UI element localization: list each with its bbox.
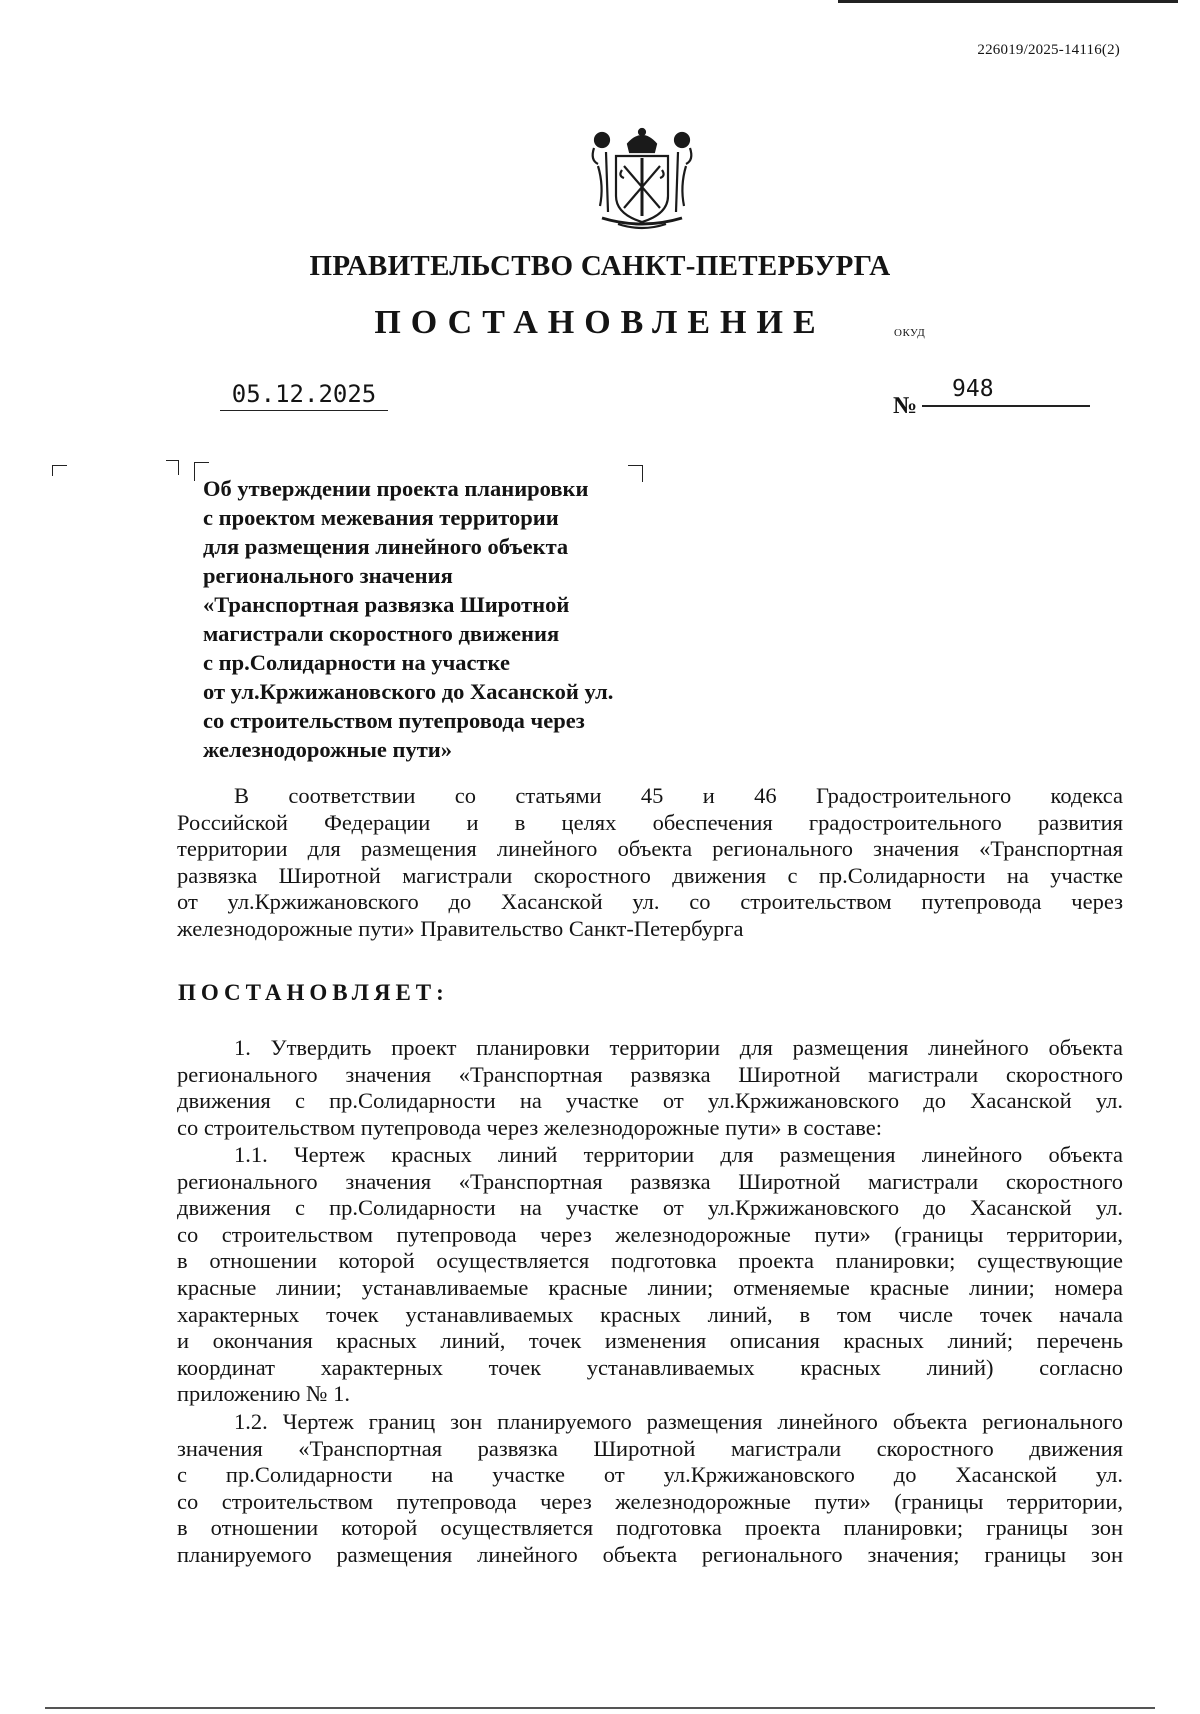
corner-mark xyxy=(52,465,67,476)
okud-label: ОКУД xyxy=(894,327,926,339)
subject-line: «Транспортная развязка Широтной xyxy=(203,592,570,617)
subject-line: со строительством путепровода через xyxy=(203,708,585,733)
registration-number: 226019/2025-14116(2) xyxy=(977,42,1120,58)
document-type: ПОСТАНОВЛЕНИЕ xyxy=(374,304,826,341)
item-1-2-paragraph xyxy=(177,1409,1123,1569)
text-line: развязка Широтной магистрали скоростного движения с пр.Солидарности на участке xyxy=(177,862,1123,888)
corner-mark xyxy=(166,460,179,475)
text-line: приложению № 1. xyxy=(177,1381,350,1407)
text-line: со строительством путепровода через железнодорожные пути» (границы территории, xyxy=(177,1488,1123,1514)
scan-edge-bottom xyxy=(45,1707,1155,1709)
text-line: значения «Транспортная развязка Широтной магистрали скоростного движения xyxy=(177,1435,1123,1461)
text-line: и окончания красных линий, точек изменения описания красных линий; перечень xyxy=(177,1328,1123,1354)
subject-line: для размещения линейного объекта xyxy=(203,534,569,559)
text-line: 1. Утвердить проект планировки территории для размещения линейного объекта xyxy=(234,1035,1123,1060)
text-line: со строительством путепровода через железнодорожные пути» (границы территории, xyxy=(177,1221,1123,1247)
document-number: 948 xyxy=(922,376,1090,407)
number-label: № xyxy=(893,393,918,419)
subject-line: железнодорожные пути» xyxy=(203,737,452,762)
text-line: 1.1. Чертеж красных линий территории для размещения линейного объекта xyxy=(234,1142,1123,1167)
text-line: регионального значения «Транспортная развязка Широтной магистрали скоростного xyxy=(177,1061,1123,1087)
text-line: территории для размещения линейного объекта регионального значения «Транспортная xyxy=(177,836,1123,862)
text-line: со строительством путепровода через железнодорожные пути» в составе: xyxy=(177,1114,882,1140)
subject-line: магистрали скоростного движения xyxy=(203,621,560,646)
preamble-paragraph xyxy=(177,783,1123,943)
coat-of-arms-icon xyxy=(588,126,696,232)
text-line: движения с пр.Солидарности на участке от ул.Кржижановского до Хасанской ул. xyxy=(177,1195,1123,1221)
subject-line: с пр.Солидарности на участке xyxy=(203,650,510,675)
scan-edge-top xyxy=(838,0,1178,3)
government-title: ПРАВИТЕЛЬСТВО САНКТ-ПЕТЕРБУРГА xyxy=(309,250,891,282)
text-line: Российской Федерации и в целях обеспечения градостроительного развития xyxy=(177,809,1123,835)
document-date: 05.12.2025 xyxy=(220,380,388,411)
text-line: в отношении которой осуществляется подготовка проекта планировки; границы зон xyxy=(177,1515,1123,1541)
subject-line: от ул.Кржижановского до Хасанской ул. xyxy=(203,679,614,704)
text-line: красные линии; устанавливаемые красные линии; отменяемые красные линии; номера xyxy=(177,1274,1123,1300)
subject-line: регионального значения xyxy=(203,563,453,588)
document-subject xyxy=(203,474,673,764)
text-line: планируемого размещения линейного объекта регионального значения; границы зон xyxy=(177,1541,1123,1567)
item-1-paragraph xyxy=(177,1035,1123,1141)
text-line: В соответствии со статьями 45 и 46 Градостроительного кодекса xyxy=(234,783,1123,808)
text-line: регионального значения «Транспортная развязка Широтной магистрали скоростного xyxy=(177,1168,1123,1194)
text-line: с пр.Солидарности на участке от ул.Кржижановского до Хасанской ул. xyxy=(177,1462,1123,1488)
text-line: в отношении которой осуществляется подготовка проекта планировки; существующие xyxy=(177,1248,1123,1274)
text-line: координат характерных точек устанавливаемых красных линий) согласно xyxy=(177,1354,1123,1380)
text-line: от ул.Кржижановского до Хасанской ул. со строительством путепровода через xyxy=(177,889,1123,915)
subject-line: Об утверждении проекта планировки xyxy=(203,476,589,501)
item-1-1-paragraph xyxy=(177,1142,1123,1408)
text-line: 1.2. Чертеж границ зон планируемого размещения линейного объекта регионального xyxy=(234,1409,1123,1434)
subject-line: с проектом межевания территории xyxy=(203,505,559,530)
text-line: характерных точек устанавливаемых красных линий, в том числе точек начала xyxy=(177,1301,1123,1327)
text-line: железнодорожные пути» Правительство Санкт-Петербурга xyxy=(177,915,744,941)
text-line: движения с пр.Солидарности на участке от ул.Кржижановского до Хасанской ул. xyxy=(177,1088,1123,1114)
decree-heading: ПОСТАНОВЛЯЕТ: xyxy=(178,980,449,1005)
